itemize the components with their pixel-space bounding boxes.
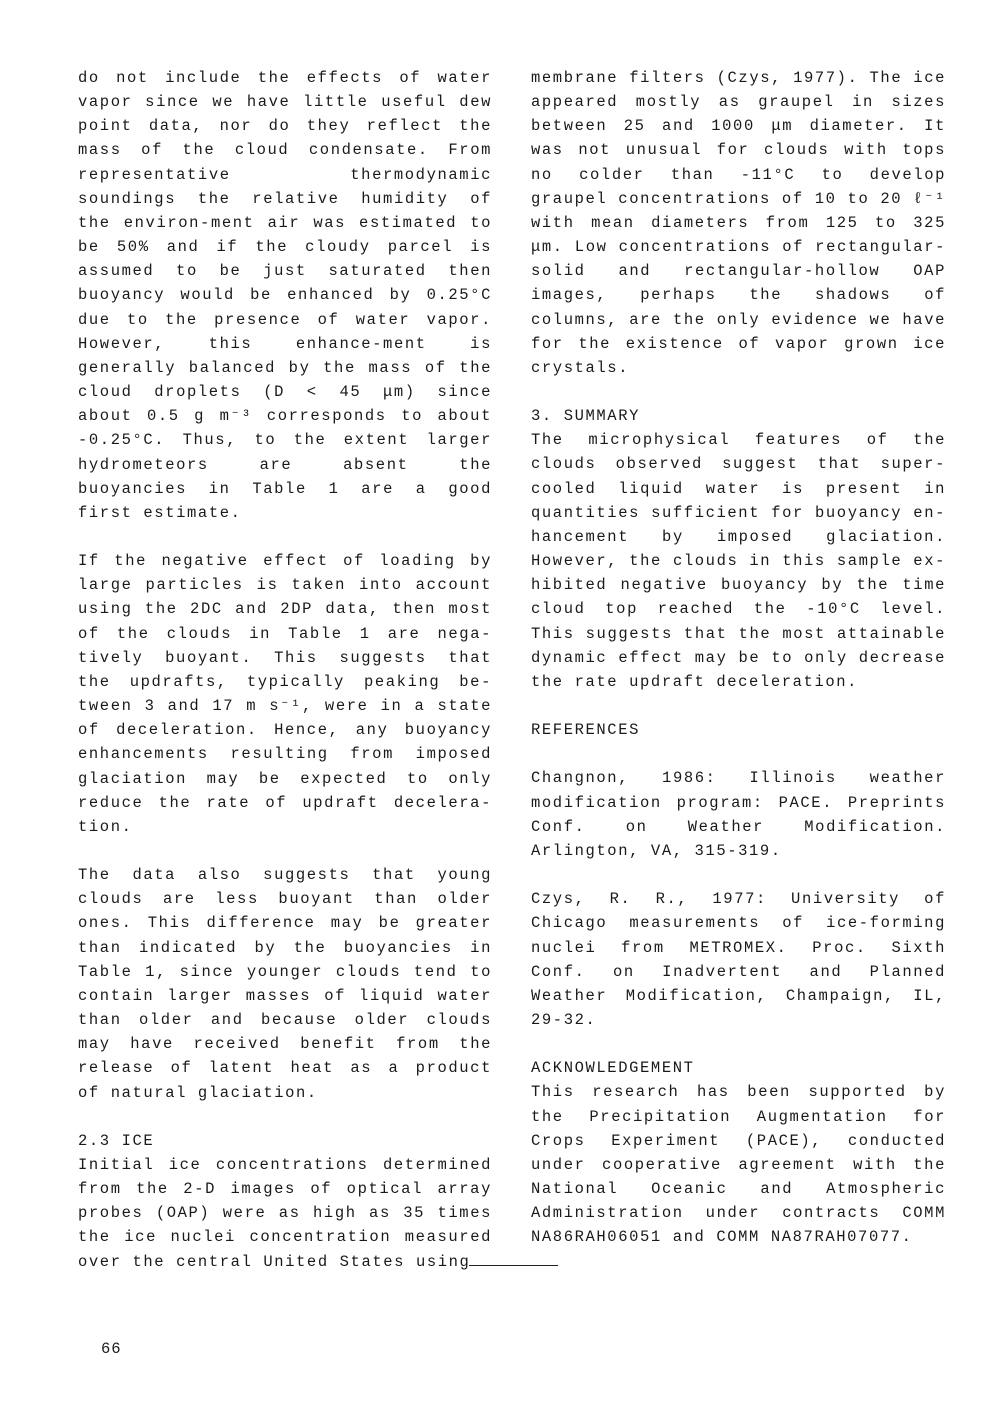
paragraph-young-clouds: The data also suggests that young clouds are less buoyant than older ones. This difference may be greater than indicated by the buoyancies in Table 1, since younger clouds tend to contain larger masses of liquid water than older and because older clouds may have received benefit from the release of latent heat as a product of natural glaciation.: [78, 866, 492, 1102]
paragraph-ice-continued: membrane filters (Czys, 1977). The ice appeared mostly as graupel in sizes between 25 and 1000 μm diameter. It was not unusual for clouds with tops no colder than -11°C to develop graupel concentrations of 10 to 20 ℓ⁻¹ with mean diameters from 125 to 325 μm. Low concentrations of rectangular-solid and rectangular-hollow OAP images, perhaps the shadows of columns, are the only evidence we have for the existence of vapor grown ice crystals.: [531, 69, 946, 377]
footnote-divider: [469, 1265, 558, 1266]
reference-czys: Czys, R. R., 1977: University of Chicago measurements of ice-forming nuclei from METROMEX. Proc. Sixth Conf. on Inadvertent and Planned Weather Modification, Champaign, IL, 29-32.: [531, 890, 946, 1030]
paragraph-acknowledgement: This research has been supported by the Precipitation Augmentation for Crops Experiment (PACE), conducted under cooperative agreement with the National Oceanic and Atmospheric Administration under contracts COMM NA86RAH06051 and COMM NA87RAH07077.: [531, 1083, 946, 1247]
section-heading-references: REFERENCES: [531, 721, 641, 740]
right-column: [531, 66, 946, 1250]
paragraph-summary: The microphysical features of the clouds observed suggest that super-cooled liquid water is present in quantities sufficient for buoyancy en-hancement by imposed glaciation. However, the clouds in this sample ex-hibited negative buoyancy by the time cloud top reached the -10°C level. This suggests that the most attainable dynamic effect may be to only decrease the rate updraft deceleration.: [531, 431, 946, 691]
section-heading-ice: 2.3 ICE: [78, 1131, 155, 1150]
paragraph-particle-loading: If the negative effect of loading by large particles is taken into account using the 2DC and 2DP data, then most of the clouds in Table 1 are nega-tively buoyant. This suggests that the updrafts, typically peaking be-tween 3 and 17 m s⁻¹, were in a state of deceleration. Hence, any buoyancy enhancements resulting from imposed glaciation may be expected to only reduce the rate of updraft decelera-tion.: [78, 552, 492, 836]
paragraph-buoyancy-estimate: do not include the effects of water vapor since we have little useful dew point data, nor do they reflect the mass of the cloud condensate. From representative thermodynamic soundings the relative humidity of the environ-ment air was estimated to be 50% and if the cloudy parcel is assumed to be just saturated then buoyancy would be enhanced by 0.25°C due to the presence of water vapor. However, this enhance-ment is generally balanced by the mass of the cloud droplets (D < 45 μm) since about 0.5 g m⁻³ corresponds to about -0.25°C. Thus, to the extent larger hydrometeors are absent the buoyancies in Table 1 are a good first estimate.: [78, 69, 492, 522]
section-heading-summary: 3. SUMMARY: [531, 407, 641, 426]
reference-changnon: Changnon, 1986: Illinois weather modification program: PACE. Preprints Conf. on Weather Modification. Arlington, VA, 315-319.: [531, 769, 946, 860]
left-column: [78, 66, 492, 1274]
paragraph-ice-concentrations: Initial ice concentrations determined from the 2-D images of optical array probes (OAP) were as high as 35 times the ice nuclei concentration measured over the central United States using: [78, 1155, 492, 1271]
page-number: 66: [101, 1340, 122, 1358]
section-heading-acknowledgement: ACKNOWLEDGEMENT: [531, 1059, 695, 1078]
